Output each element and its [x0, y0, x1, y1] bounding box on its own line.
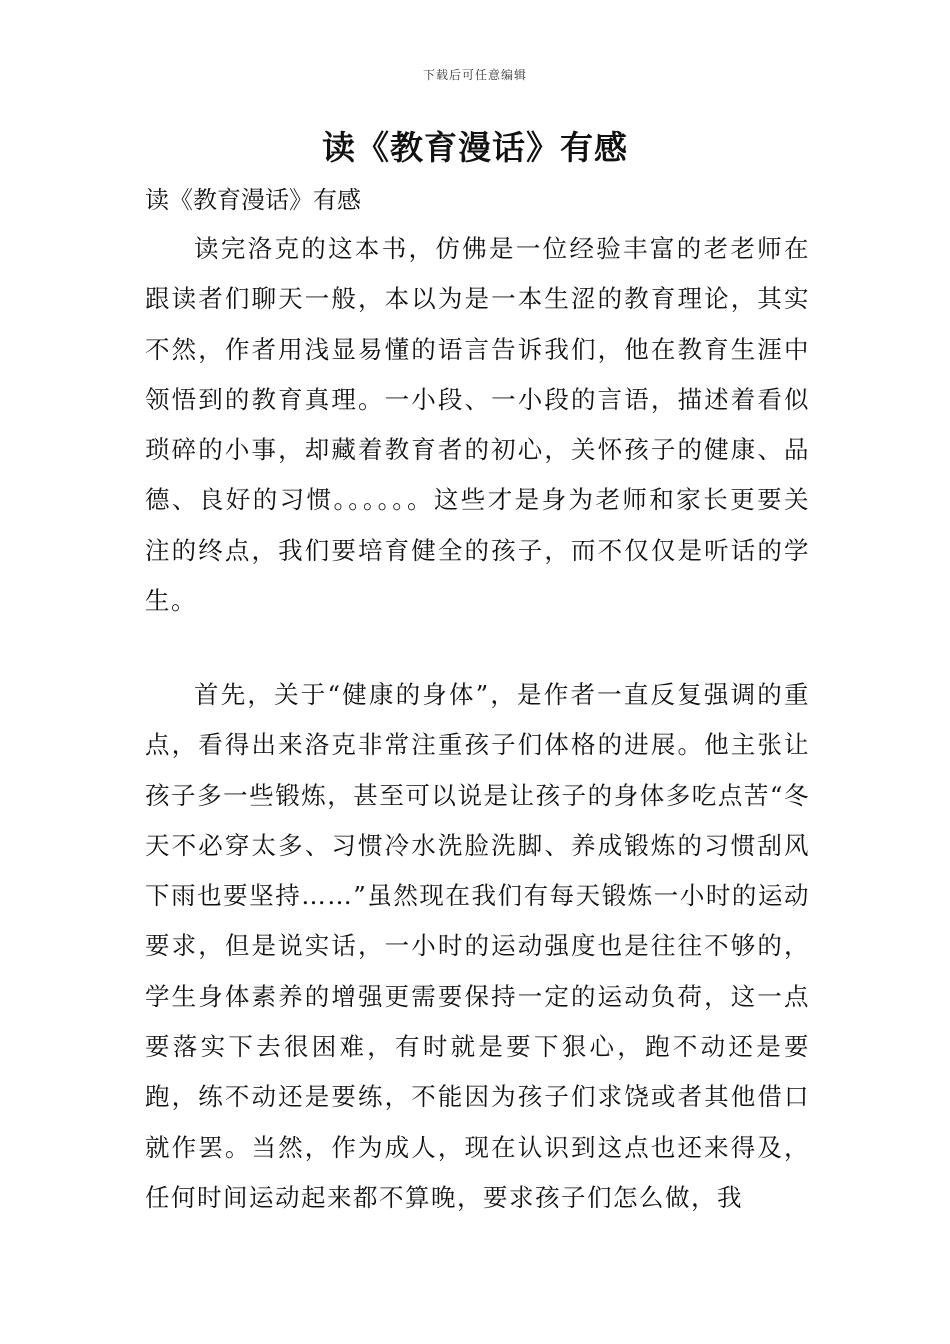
body-paragraph: 读完洛克的这本书，仿佛是一位经验丰富的老老师在跟读者们聊天一般，本以为是一本生涩的教育理论，其实不然，作者用浅显易懂的语言告诉我们，他在教育生涯中领悟到的教育真理。一小段、一小段的言语，描述着看似琐碎的小事，却藏着教育者的初心，关怀孩子的健康、品德、良好的习惯。。。。。。这些才是身为老师和家长更要关注的终点，我们要培育健全的孩子，而不仅仅是听话的学生。 — [145, 234, 810, 616]
page-subtitle: 读《教育漫话》有感 — [145, 186, 361, 214]
body-paragraph: 首先，关于“健康的身体”，是作者一直反复强调的重点，看得出来洛克非常注重孩子们体格的进展。他主张让孩子多一些锻炼，甚至可以说是让孩子的身体多吃点苦“冬天不必穿太多、习惯冷水洗脸洗脚、养成锻炼的习惯刮风下雨也要坚持……”虽然现在我们有每天锻炼一小时的运动要求，但是说实话，一小时的运动强度也是往往不够的，学生身体素养的增强更需要保持一定的运动负荷，这一点要落实下去很困难，有时就是要下狠心，跑不动还是要跑，练不动还是要练，不能因为孩子们求饶或者其他借口就作罢。当然，作为成人，现在认识到这点也还来得及，任何时间运动起来都不算晚，要求孩子们怎么做，我 — [145, 680, 810, 1212]
header-note: 下载后可任意编辑 — [422, 68, 527, 82]
page-title: 读《教育漫话》有感 — [322, 128, 628, 167]
